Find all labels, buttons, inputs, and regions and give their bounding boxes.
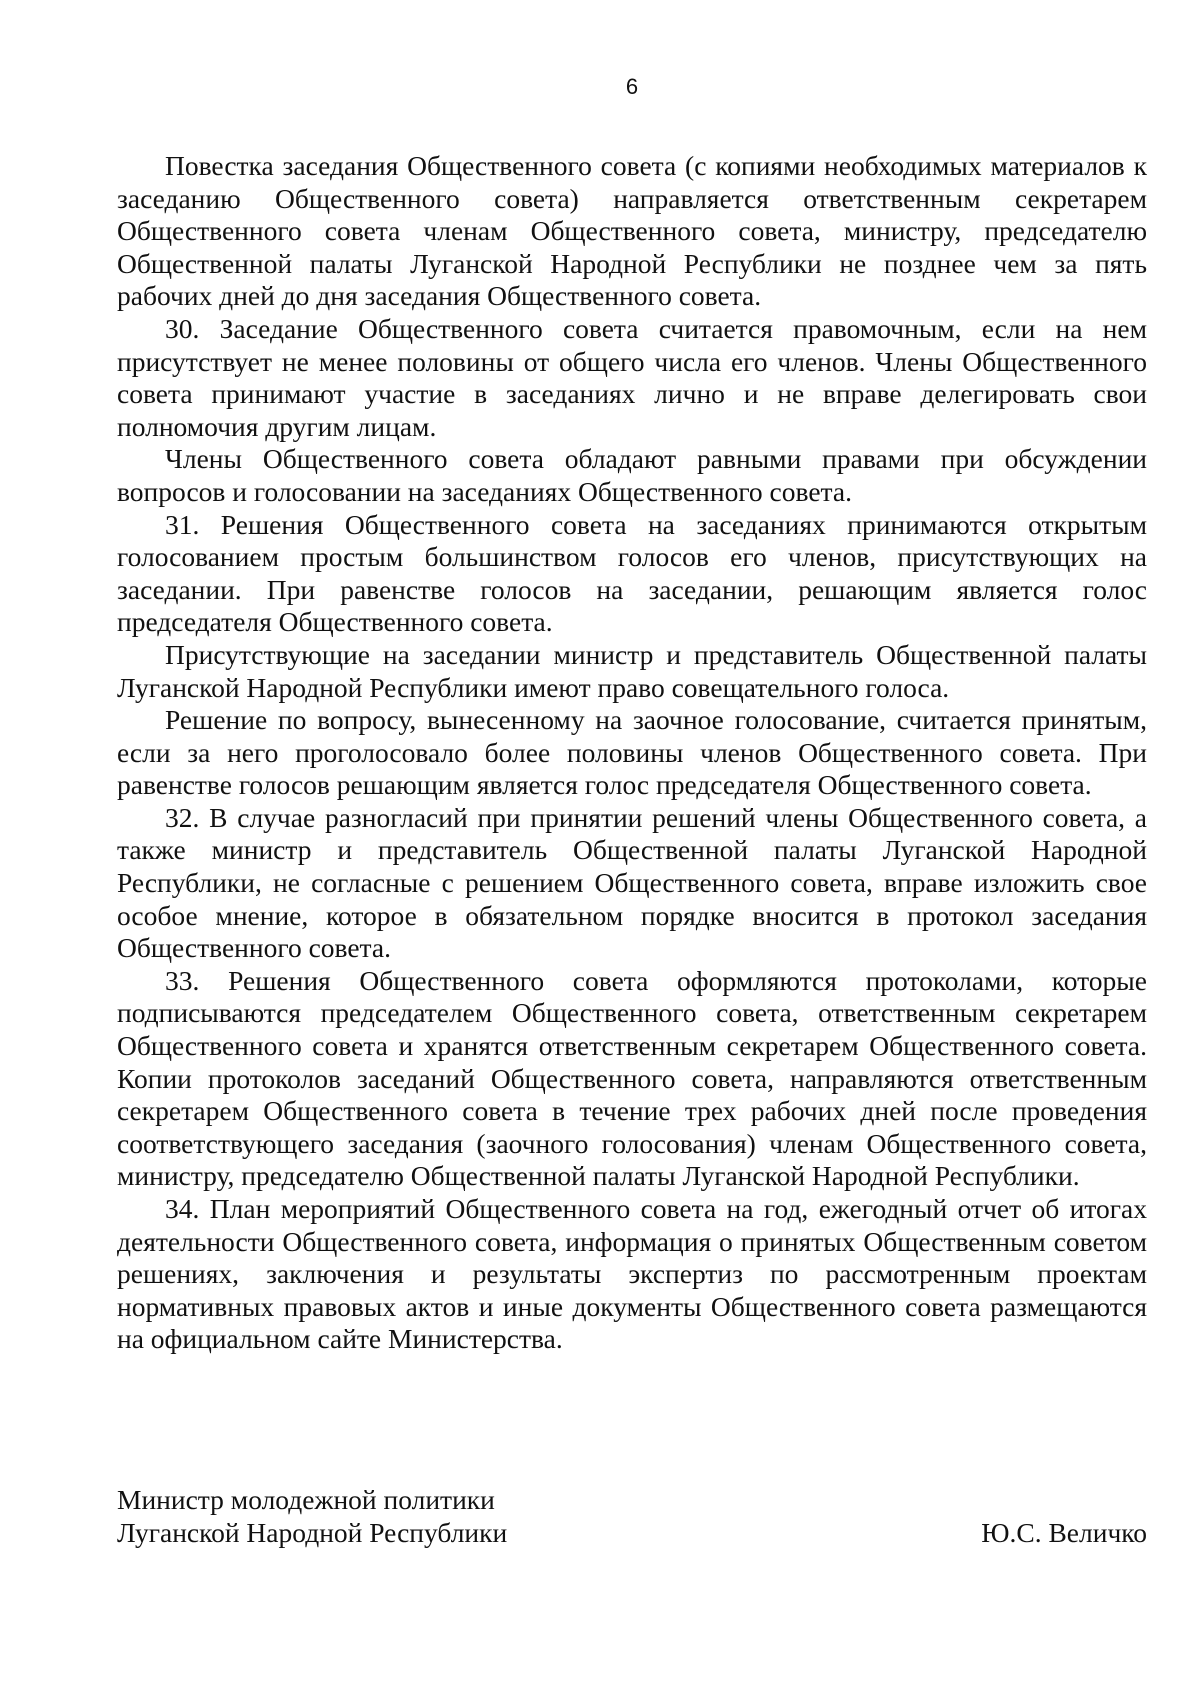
paragraph-advisory-vote: Присутствующие на заседании министр и представитель Общественной палаты Луганской Народной Республики имеют право совещательного голоса.: [117, 638, 1147, 703]
signature-title-line1: Министр молодежной политики: [117, 1484, 495, 1515]
document-body: [117, 150, 1147, 1356]
paragraph-clause-34: 34. План мероприятий Общественного совета на год, ежегодный отчет об итогах деятельности Общественного совета, информация о принятых Общественным советом решениях, заключения и результаты экспертиз по рассмотренным проектам нормативных правовых актов и иные документы Общественного совета размещаются на официальном сайте Министерства.: [117, 1193, 1147, 1355]
signature-row: [117, 1517, 1147, 1550]
paragraph-clause-30: 30. Заседание Общественного совета считается правомочным, если на нем присутствует не менее половины от общего числа его членов. Члены Общественного совета принимают участие в заседаниях лично и не вправе делегировать свои полномочия другим лицам.: [117, 312, 1147, 442]
page-number: 6: [625, 74, 639, 99]
signature-title-line2: Луганской Народной Республики: [117, 1516, 508, 1548]
signature-block: [117, 1484, 1147, 1549]
paragraph-absentee-vote: Решение по вопросу, вынесенному на заочное голосование, считается принятым, если за него проголосовало более половины членов Общественного совета. При равенстве голосов решающим является голос председателя Общественного совета.: [117, 704, 1147, 801]
paragraph-agenda: Повестка заседания Общественного совета (с копиями необходимых материалов к заседанию Общественного совета) направляется ответственным секретарем Общественного совета членам Общественного совета, министру, председателю Общественной палаты Луганской Народной Республики не позднее чем за пять рабочих дней до дня заседания Общественного совета.: [117, 150, 1147, 312]
paragraph-equal-rights: Члены Общественного совета обладают равными правами при обсуждении вопросов и голосовании на заседаниях Общественного совета.: [117, 443, 1147, 507]
paragraph-clause-32: 32. В случае разногласий при принятии решений члены Общественного совета, а также министр и представитель Общественной палаты Луганской Народной Республики, не согласные с решением Общественного совета, вправе изложить свое особое мнение, которое в обязательном порядке вносится в протокол заседания Общественного совета.: [117, 801, 1147, 964]
paragraph-clause-33: 33. Решения Общественного совета оформляются протоколами, которые подписываются председателем Общественного совета, ответственным секретарем Общественного совета и хранятся ответственным секретарем Общественного совета. Копии протоколов заседаний Общественного совета, направляются ответственным секретарем Общественного совета в течение трех рабочих дней после проведения соответствующего заседания (заочного голосования) членам Общественного совета, министру, председателю Общественной палаты Луганской Народной Республики.: [117, 964, 1147, 1192]
paragraph-clause-31: 31. Решения Общественного совета на заседаниях принимаются открытым голосованием простым большинством голосов его членов, присутствующих на заседании. При равенстве голосов на заседании, решающим является голос председателя Общественного совета.: [117, 508, 1147, 638]
signatory-name: Ю.С. Величко: [981, 1516, 1147, 1548]
